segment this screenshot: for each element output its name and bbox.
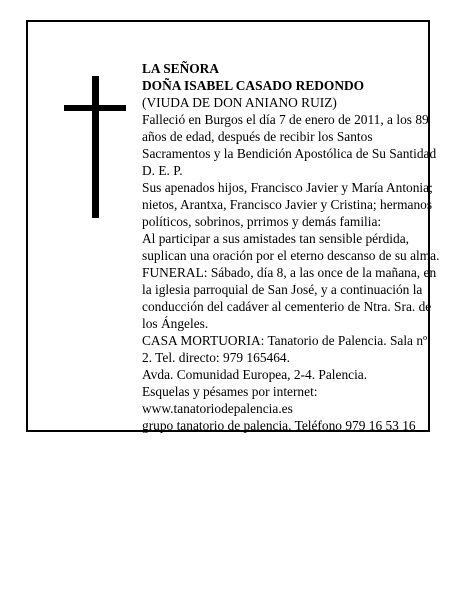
cross-icon-bar <box>64 105 126 111</box>
death-line-3: Sacramentos y la Bendición Apostólica de Su Santidad <box>142 146 437 161</box>
title-line: LA SEÑORA <box>142 61 220 76</box>
obituary-notice <box>26 20 440 433</box>
funeral-line-4: los Ángeles. <box>142 316 209 331</box>
family-line-3: políticos, sobrinos, prrimos y demás familia: <box>142 214 382 229</box>
funeral-line-2: la iglesia parroquial de San José, y a continuación la <box>142 282 423 297</box>
rip-line: D. E. P. <box>142 163 183 178</box>
website-link[interactable]: www.tanatoriodepalencia.es <box>142 401 293 416</box>
internet-line: Esquelas y pésames por internet: <box>142 384 318 399</box>
death-line-1: Falleció en Burgos el día 7 de enero de 2011, a los 89 <box>142 112 429 127</box>
widow-line: (VIUDA DE DON ANIANO RUIZ) <box>142 95 337 110</box>
contact-line: grupo tanatorio de palencia. Teléfono 979 16 53 16 <box>142 418 416 433</box>
family-line-1: Sus apenados hijos, Francisco Javier y María Antonia; <box>142 180 433 195</box>
mortuary-line-1: CASA MORTUORIA: Tanatorio de Palencia. Sala nº <box>142 333 428 348</box>
death-line-2: años de edad, después de recibir los Santos <box>142 129 373 144</box>
funeral-line-3: conducción del cadáver al cementerio de Ntra. Sra. de <box>142 299 432 314</box>
prayer-line-1: Al participar a sus amistades tan sensible pérdida, <box>142 231 409 246</box>
family-line-2: nietos, Arantxa, Francisco Javier y Cristina; hermanos <box>142 197 433 212</box>
deceased-name: DOÑA ISABEL CASADO REDONDO <box>142 78 365 93</box>
funeral-line-1: FUNERAL: Sábado, día 8, a las once de la mañana, en <box>142 265 437 280</box>
prayer-line-2: suplican una oración por el eterno descanso de su alma. <box>142 248 440 263</box>
mortuary-line-2: 2. Tel. directo: 979 165464. <box>142 350 290 365</box>
address-line: Avda. Comunidad Europea, 2-4. Palencia. <box>142 367 368 382</box>
obituary-text <box>142 60 454 434</box>
cross-icon <box>92 76 99 218</box>
